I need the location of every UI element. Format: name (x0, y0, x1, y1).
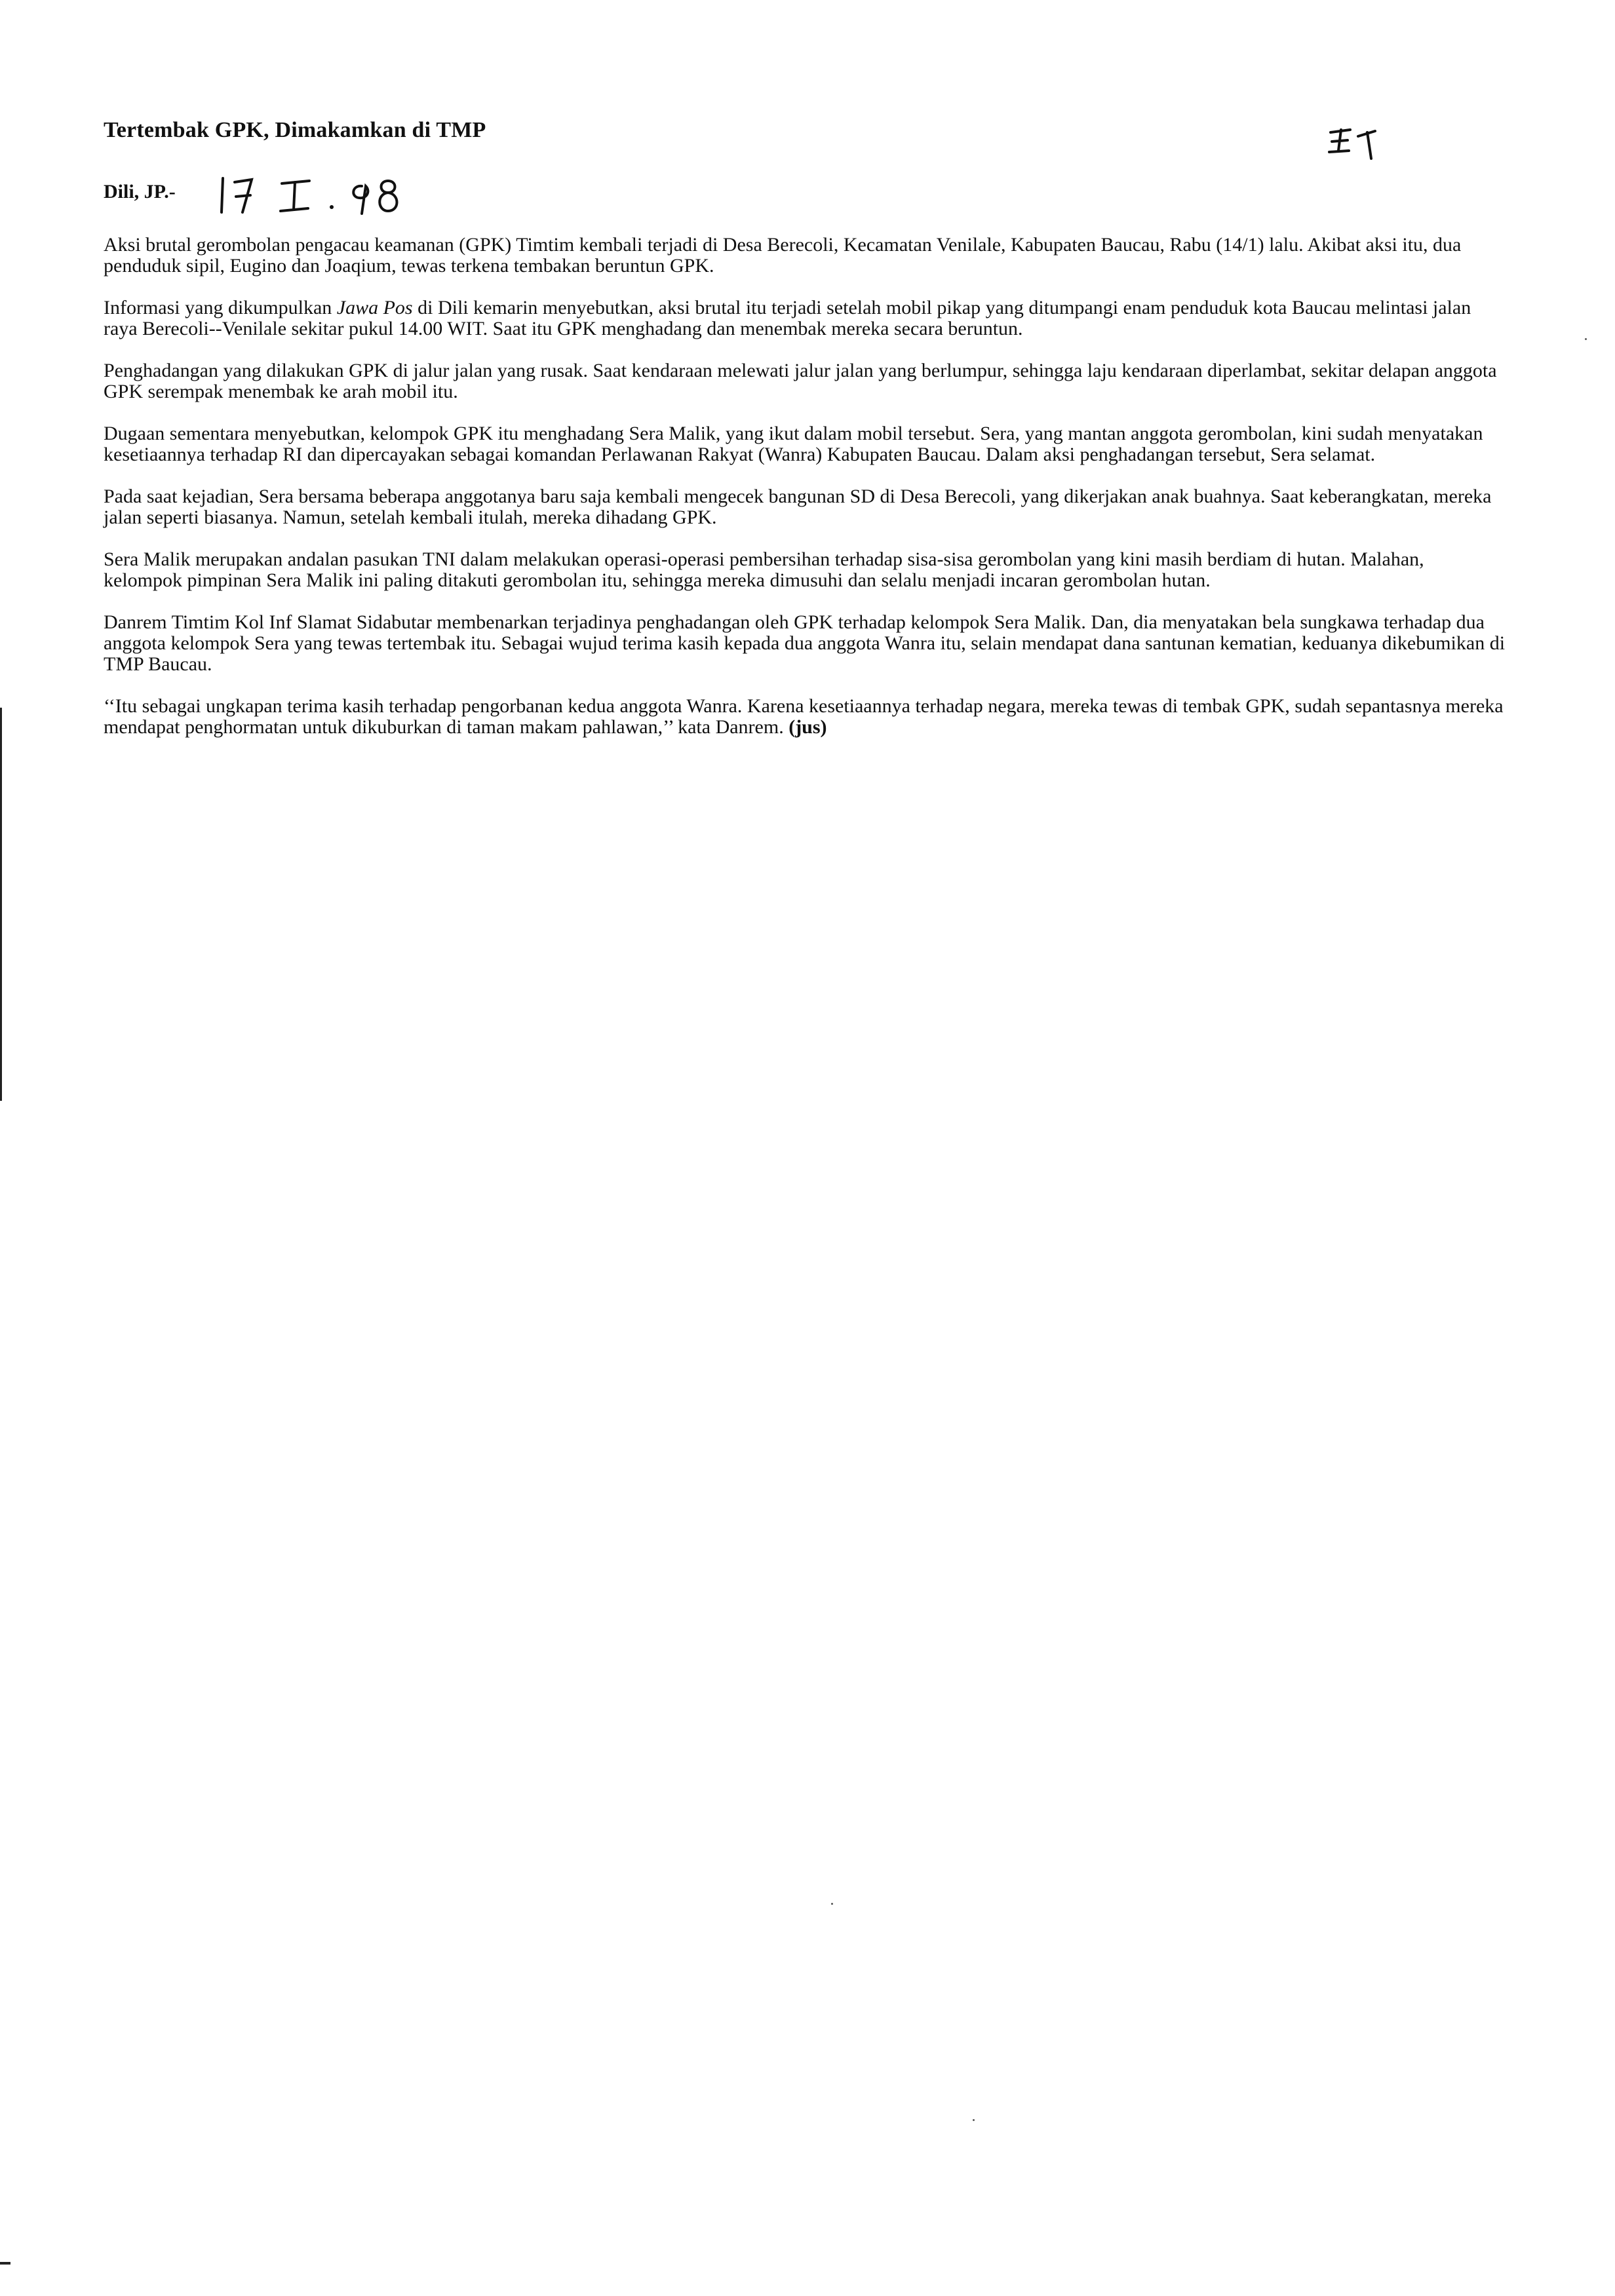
source-name: Jawa Pos (336, 297, 413, 318)
paragraph: Danrem Timtim Kol Inf Slamat Sidabutar membenarkan terjadinya penghadangan oleh GPK terhadap kelompok Sera Malik. Dan, dia menyatakan bela sungkawa terhadap dua anggota kelompok Sera yang tewas tertembak itu. Sebagai wujud terima kasih kepada dua anggota Wanra itu, selain mendapat dana santunan kematian, keduanya dikebumikan di TMP Baucau. (104, 611, 1506, 675)
article-body (104, 235, 1506, 759)
paragraph: Sera Malik merupakan andalan pasukan TNI dalam melakukan operasi-operasi pembersihan terhadap sisa-sisa gerombolan yang kini masih berdiam di hutan. Malahan, kelompok pimpinan Sera Malik ini paling ditakuti gerombolan itu, sehingga mereka dimusuhi dan selalu menjadi incaran gerombolan hutan. (104, 548, 1424, 591)
handwritten-corner-mark (1324, 118, 1403, 164)
paragraph: Pada saat kejadian, Sera bersama beberapa anggotanya baru saja kembali mengecek bangunan SD di Desa Berecoli, yang dikerjakan anak buahnya. Saat keberangkatan, mereka jalan seperti biasanya. Namun, setelah kembali itulah, mereka dihadang GPK. (104, 486, 1492, 528)
scan-speck (831, 1903, 833, 1905)
article-title: Tertembak GPK, Dimakamkan di TMP (104, 118, 486, 142)
scan-speck (973, 2119, 975, 2121)
handwritten-date (216, 172, 452, 218)
author-signature: (jus) (788, 716, 827, 738)
paragraph: Dugaan sementara menyebutkan, kelompok GPK itu menghadang Sera Malik, yang ikut dalam mobil tersebut. Sera, yang mantan anggota gerombolan, kini sudah menyatakan kesetiaannya terhadap RI dan dipercayakan sebagai komandan Perlawanan Rakyat (Wanra) Kabupaten Baucau. Dalam aksi penghadangan tersebut, Sera selamat. (104, 423, 1483, 465)
scan-margin-line (0, 708, 2, 1101)
paragraph: Penghadangan yang dilakukan GPK di jalur jalan yang rusak. Saat kendaraan melewati jalur jalan yang berlumpur, sehingga laju kendaraan diperlambat, sekitar delapan anggota GPK serempak menembak ke arah mobil itu. (104, 360, 1497, 402)
dateline-row (104, 172, 497, 218)
paragraph: Aksi brutal gerombolan pengacau keamanan (GPK) Timtim kembali terjadi di Desa Berecoli, Kecamatan Venilale, Kabupaten Baucau, Rabu (14/1) lalu. Akibat aksi itu, dua penduduk sipil, Eugino dan Joaqium, tewas terkena tembakan beruntun GPK. (104, 234, 1462, 277)
paragraph: Informasi yang dikumpulkan Jawa Pos di Dili kemarin menyebutkan, aksi brutal itu terjadi setelah mobil pikap yang ditumpangi enam penduduk kota Baucau melintasi jalan raya Berecoli--Venilale sekitar pukul 14.00 WIT. Saat itu GPK menghadang dan menembak mereka secara beruntun. (104, 297, 1471, 339)
scan-speck (1585, 338, 1587, 340)
dateline: Dili, JP.- (104, 181, 176, 202)
closing-paragraph: ‘‘Itu sebagai ungkapan terima kasih terhadap pengorbanan kedua anggota Wanra. Karena kesetiaannya terhadap negara, mereka tewas di tembak GPK, sudah sepantasnya mereka mendapat penghormatan untuk dikuburkan di taman makam pahlawan,’’ kata Danrem. (jus) (104, 695, 1504, 738)
scan-margin-tick (0, 2262, 10, 2265)
